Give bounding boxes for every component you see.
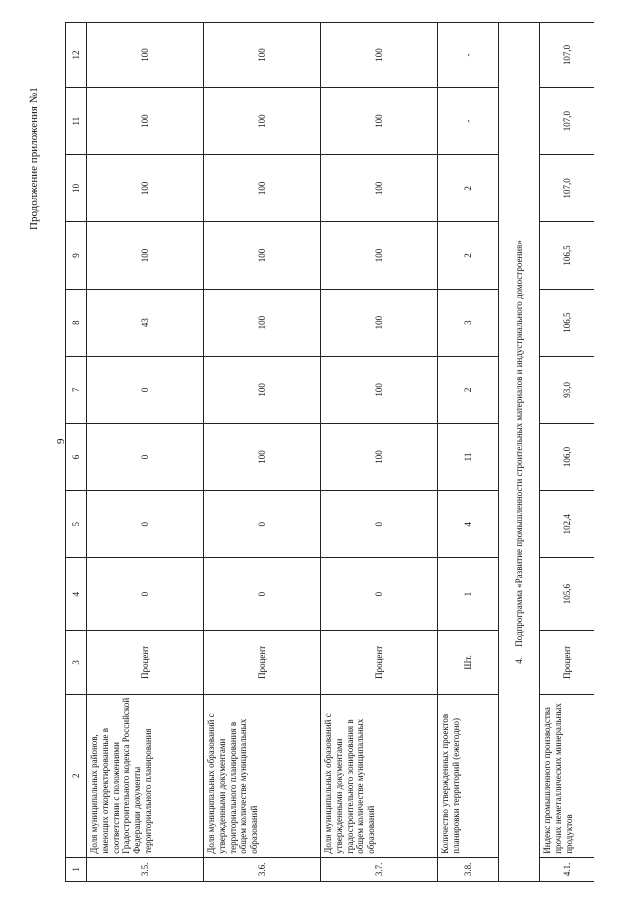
unit-cell: Процент	[87, 630, 204, 694]
indicator-name: Доля муниципальных образований с утвержденными документами территориального планирования в общем количестве муниципальных образований	[204, 694, 321, 857]
row-number: 3.5.	[87, 857, 204, 881]
value-cell: 106,5	[540, 289, 595, 356]
value-cell: 100	[87, 155, 204, 222]
value-cell: 1	[438, 558, 499, 631]
header-cell: 7	[66, 356, 87, 423]
header-cell: 9	[66, 222, 87, 289]
value-cell: 107,0	[540, 23, 595, 88]
value-cell: 2	[438, 222, 499, 289]
value-cell: 43	[87, 289, 204, 356]
rotated-table-container	[65, 22, 615, 882]
value-cell: 100	[321, 23, 438, 88]
table-row	[87, 23, 204, 882]
value-cell: 0	[87, 356, 204, 423]
subprogram-row	[499, 23, 540, 882]
value-cell: 0	[204, 491, 321, 558]
value-cell: 100	[204, 222, 321, 289]
value-cell: 100	[204, 23, 321, 88]
value-cell: 100	[204, 289, 321, 356]
value-cell: 107,0	[540, 155, 595, 222]
unit-cell: Процент	[540, 630, 595, 694]
value-cell: 100	[321, 356, 438, 423]
table-row	[540, 23, 595, 882]
value-cell: 102,4	[540, 491, 595, 558]
value-cell: 0	[321, 491, 438, 558]
value-cell: -	[438, 88, 499, 155]
row-number: 3.6.	[204, 857, 321, 881]
header-cell: 12	[66, 23, 87, 88]
subprogram-title: Подпрограмма «Развитие промышленности строительных материалов и индустриального домостроения»	[513, 240, 524, 647]
value-cell: 0	[204, 558, 321, 631]
header-cell: 4	[66, 558, 87, 631]
row-number: 3.8.	[438, 857, 499, 881]
header-cell: 1	[66, 857, 87, 881]
value-cell: 0	[321, 558, 438, 631]
header-cell: 5	[66, 491, 87, 558]
value-cell: 0	[87, 423, 204, 490]
header-cell: 10	[66, 155, 87, 222]
value-cell: 105,6	[540, 558, 595, 631]
header-row	[66, 23, 87, 882]
value-cell: 106,5	[540, 222, 595, 289]
unit-cell: Процент	[321, 630, 438, 694]
value-cell: 2	[438, 356, 499, 423]
page-number: 9	[55, 438, 67, 444]
value-cell: -	[438, 23, 499, 88]
unit-cell: Шт.	[438, 630, 499, 694]
value-cell: 100	[87, 23, 204, 88]
row-number: 3.7.	[321, 857, 438, 881]
value-cell: 100	[321, 222, 438, 289]
value-cell: 11	[438, 423, 499, 490]
table-row	[438, 23, 499, 882]
indicator-name: Индекс промышленного производства прочих неметаллических минеральных продуктов	[540, 694, 595, 857]
unit-cell: Процент	[204, 630, 321, 694]
indicator-name: Доля муниципальных образований с утвержденными документами градостроительного зонирования в общем количестве муниципальных образований	[321, 694, 438, 857]
subprogram-cell	[499, 23, 540, 882]
value-cell: 100	[87, 222, 204, 289]
value-cell: 100	[321, 155, 438, 222]
value-cell: 3	[438, 289, 499, 356]
value-cell: 4	[438, 491, 499, 558]
header-cell: 8	[66, 289, 87, 356]
value-cell: 100	[87, 88, 204, 155]
value-cell: 0	[87, 558, 204, 631]
value-cell: 93,0	[540, 356, 595, 423]
header-cell: 2	[66, 694, 87, 857]
value-cell: 107,0	[540, 88, 595, 155]
value-cell: 100	[204, 155, 321, 222]
header-cell: 6	[66, 423, 87, 490]
value-cell: 100	[204, 88, 321, 155]
value-cell: 2	[438, 155, 499, 222]
value-cell: 100	[321, 289, 438, 356]
annex-title: Продолжение приложения №1	[28, 87, 40, 230]
value-cell: 100	[321, 88, 438, 155]
value-cell: 0	[87, 491, 204, 558]
value-cell: 100	[204, 423, 321, 490]
table-row	[321, 23, 438, 882]
header-cell: 11	[66, 88, 87, 155]
row-number: 4.1.	[540, 857, 595, 881]
subprogram-number: 4.	[513, 656, 524, 664]
table-row	[204, 23, 321, 882]
header-cell: 3	[66, 630, 87, 694]
indicator-name: Количество утвержденных проектов планировки территорий (ежегодно)	[438, 694, 499, 857]
indicators-table	[65, 22, 594, 882]
indicator-name: Доля муниципальных районов, имеющих откорректированные в соответствии с положениями Градостроительного кодекса Российской Федерации документы территориального планирования	[87, 694, 204, 857]
value-cell: 100	[321, 423, 438, 490]
value-cell: 106,0	[540, 423, 595, 490]
value-cell: 100	[204, 356, 321, 423]
